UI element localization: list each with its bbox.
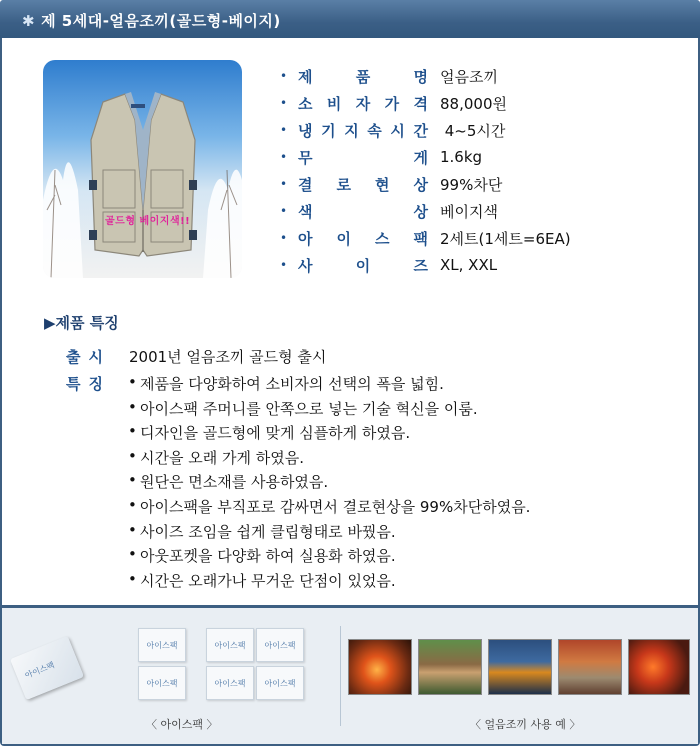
spec-label-char: 상 bbox=[413, 175, 428, 194]
spec-label-char: 사 bbox=[298, 256, 313, 275]
feature-item-text: 아웃포켓을 다양화 하여 실용화 하였음. bbox=[140, 547, 396, 566]
spec-label-char: 소 bbox=[298, 94, 313, 113]
feature-item-text: 제품을 다양화하여 소비자의 선택의 폭을 넓힘. bbox=[140, 375, 444, 393]
spec-label-char: 비 bbox=[326, 94, 342, 113]
bullet-icon: • bbox=[128, 397, 137, 416]
bullet-icon: • bbox=[280, 150, 288, 164]
usage-photo-worker bbox=[488, 639, 552, 695]
spec-row bbox=[280, 227, 571, 249]
icepack-tile-label: 아이스팩 bbox=[214, 640, 246, 650]
spec-value: 1.6kg bbox=[440, 148, 483, 166]
spec-label-char: 현 bbox=[375, 175, 390, 194]
usage-photo-furnace bbox=[628, 639, 690, 695]
icepack-tile bbox=[256, 628, 304, 662]
spec-row bbox=[280, 200, 498, 222]
spec-label-char: 시 bbox=[390, 121, 405, 140]
icepack-tile-label: 아이스팩 bbox=[264, 640, 296, 650]
spec-label-char: 제 bbox=[298, 67, 313, 86]
spec-value: XL, XXL bbox=[440, 256, 498, 274]
bullet-icon: • bbox=[280, 69, 288, 83]
feature-item-text: 사이즈 조임을 쉽게 클립형태로 바꿨음. bbox=[140, 522, 396, 541]
spec-label bbox=[298, 228, 428, 249]
icepack-tile-label: 아이스팩 bbox=[146, 640, 178, 650]
spec-row bbox=[280, 146, 482, 168]
spec-label bbox=[298, 66, 428, 87]
title-bar bbox=[0, 0, 700, 38]
spec-label-char: 자 bbox=[355, 94, 371, 113]
icepack-tile-label: 아이스팩 bbox=[264, 678, 296, 688]
feature-item-text: 아이스팩을 부직포로 감싸면서 결로현상을 99%차단하였음. bbox=[140, 498, 531, 516]
bullet-icon: • bbox=[128, 422, 137, 441]
bullet-icon: • bbox=[280, 231, 288, 245]
spec-label-char: 가 bbox=[384, 94, 400, 113]
spec-label bbox=[298, 120, 428, 141]
icepack-caption: 〈 아이스팩 〉 bbox=[146, 718, 218, 731]
spec-label-char: 지 bbox=[344, 121, 359, 140]
spec-label-char: 상 bbox=[413, 202, 428, 221]
spec-row bbox=[280, 65, 498, 87]
icepack-tile bbox=[138, 666, 186, 700]
feature-item bbox=[128, 545, 396, 566]
bullet-icon: • bbox=[280, 96, 288, 110]
release-label: 출시 bbox=[66, 348, 111, 366]
spec-label-char: 기 bbox=[321, 121, 336, 140]
spec-label-char: 게 bbox=[413, 148, 428, 167]
spec-label bbox=[298, 201, 428, 222]
spec-value: 2세트(1세트=6EA) bbox=[440, 229, 571, 248]
spec-label-char: 속 bbox=[367, 121, 382, 140]
icepack-tile bbox=[206, 628, 254, 662]
feature-item bbox=[128, 422, 410, 443]
bullet-icon: • bbox=[280, 258, 288, 272]
bullet-icon: • bbox=[280, 177, 288, 191]
feature-item-text: 시간은 오래가나 무거운 단점이 있었음. bbox=[140, 571, 396, 590]
icepack-tile bbox=[138, 628, 186, 662]
spec-value: 4~5시간 bbox=[440, 121, 506, 140]
feature-item bbox=[128, 373, 444, 394]
icepack-tile-label: 아이스팩 bbox=[214, 678, 246, 688]
features-heading: ▶제품 특징 bbox=[44, 314, 119, 332]
spec-label-char: 명 bbox=[413, 67, 428, 86]
product-photo bbox=[43, 60, 242, 278]
spec-label-char: 결 bbox=[298, 175, 313, 194]
spec-row bbox=[280, 173, 502, 195]
spec-label-char: 격 bbox=[413, 94, 428, 113]
page-title bbox=[22, 10, 281, 31]
bullet-icon: • bbox=[128, 496, 137, 514]
feature-item bbox=[128, 521, 396, 542]
feature-label: 특징 bbox=[66, 375, 111, 393]
feature-item bbox=[128, 398, 478, 419]
icepack-photo bbox=[10, 636, 84, 700]
spec-row bbox=[280, 254, 497, 276]
bullet-icon: • bbox=[128, 471, 137, 490]
spec-row bbox=[280, 119, 505, 141]
spec-label-char: 간 bbox=[413, 121, 428, 140]
icepack-label: 아이스팩 bbox=[23, 660, 56, 681]
spec-label-char: 로 bbox=[336, 175, 351, 194]
product-photo-caption: 골드형 베이지색!! bbox=[105, 216, 191, 227]
star-icon: ✱ bbox=[22, 12, 36, 30]
usage-photo-foundry bbox=[348, 639, 412, 695]
spec-label bbox=[298, 255, 428, 276]
feature-item bbox=[128, 496, 530, 517]
spec-label-char: 이 bbox=[336, 229, 351, 248]
bullet-icon: • bbox=[280, 123, 288, 137]
feature-item-text: 디자인을 골드형에 맞게 심플하게 하였음. bbox=[140, 424, 411, 443]
feature-item-text: 시간을 오래 가게 하였음. bbox=[140, 448, 304, 467]
feature-item-text: 원단은 면소재를 사용하였음. bbox=[140, 473, 329, 492]
bullet-icon: • bbox=[280, 204, 288, 218]
spec-value: 얼음조끼 bbox=[440, 67, 498, 86]
spec-label bbox=[298, 174, 428, 195]
bullet-icon: • bbox=[128, 545, 137, 564]
release-text: 2001년 얼음조끼 골드형 출시 bbox=[129, 348, 327, 366]
spec-row bbox=[280, 92, 507, 114]
usage-photo-farmer bbox=[418, 639, 482, 695]
usage-photo-construction bbox=[558, 639, 622, 695]
page-title-text: 제 5세대-얼음조끼(골드형-베이지) bbox=[41, 12, 281, 30]
spec-value: 88,000원 bbox=[440, 94, 507, 113]
bottom-gallery bbox=[2, 605, 698, 744]
spec-label-char: 즈 bbox=[413, 256, 428, 275]
spec-label-char: 냉 bbox=[298, 121, 313, 140]
icepack-tile-label: 아이스팩 bbox=[146, 678, 178, 688]
spec-label-char: 무 bbox=[298, 148, 313, 167]
spec-value: 99%차단 bbox=[440, 175, 503, 194]
gallery-divider bbox=[340, 626, 341, 726]
spec-label bbox=[298, 93, 428, 114]
bullet-icon: • bbox=[128, 373, 137, 391]
vest-illustration bbox=[43, 60, 242, 278]
spec-label bbox=[298, 147, 428, 168]
bullet-icon: • bbox=[128, 569, 137, 588]
bullet-icon: • bbox=[128, 446, 137, 465]
spec-label-char: 아 bbox=[298, 229, 313, 248]
spec-label-char: 스 bbox=[375, 229, 390, 248]
spec-label-char: 이 bbox=[355, 256, 371, 275]
spec-label-char: 품 bbox=[355, 67, 371, 86]
feature-item bbox=[128, 471, 328, 492]
feature-item bbox=[128, 447, 304, 468]
usage-caption: 〈 얼음조끼 사용 예 〉 bbox=[470, 718, 581, 731]
icepack-tile bbox=[206, 666, 254, 700]
spec-value: 베이지색 bbox=[440, 202, 498, 221]
feature-item-text: 아이스팩 주머니를 안쪽으로 넣는 기술 혁신을 이룸. bbox=[140, 399, 478, 418]
spec-label-char: 색 bbox=[298, 202, 313, 221]
bullet-icon: • bbox=[128, 520, 137, 539]
icepack-tile bbox=[256, 666, 304, 700]
feature-item bbox=[128, 570, 396, 591]
spec-label-char: 팩 bbox=[413, 229, 428, 248]
